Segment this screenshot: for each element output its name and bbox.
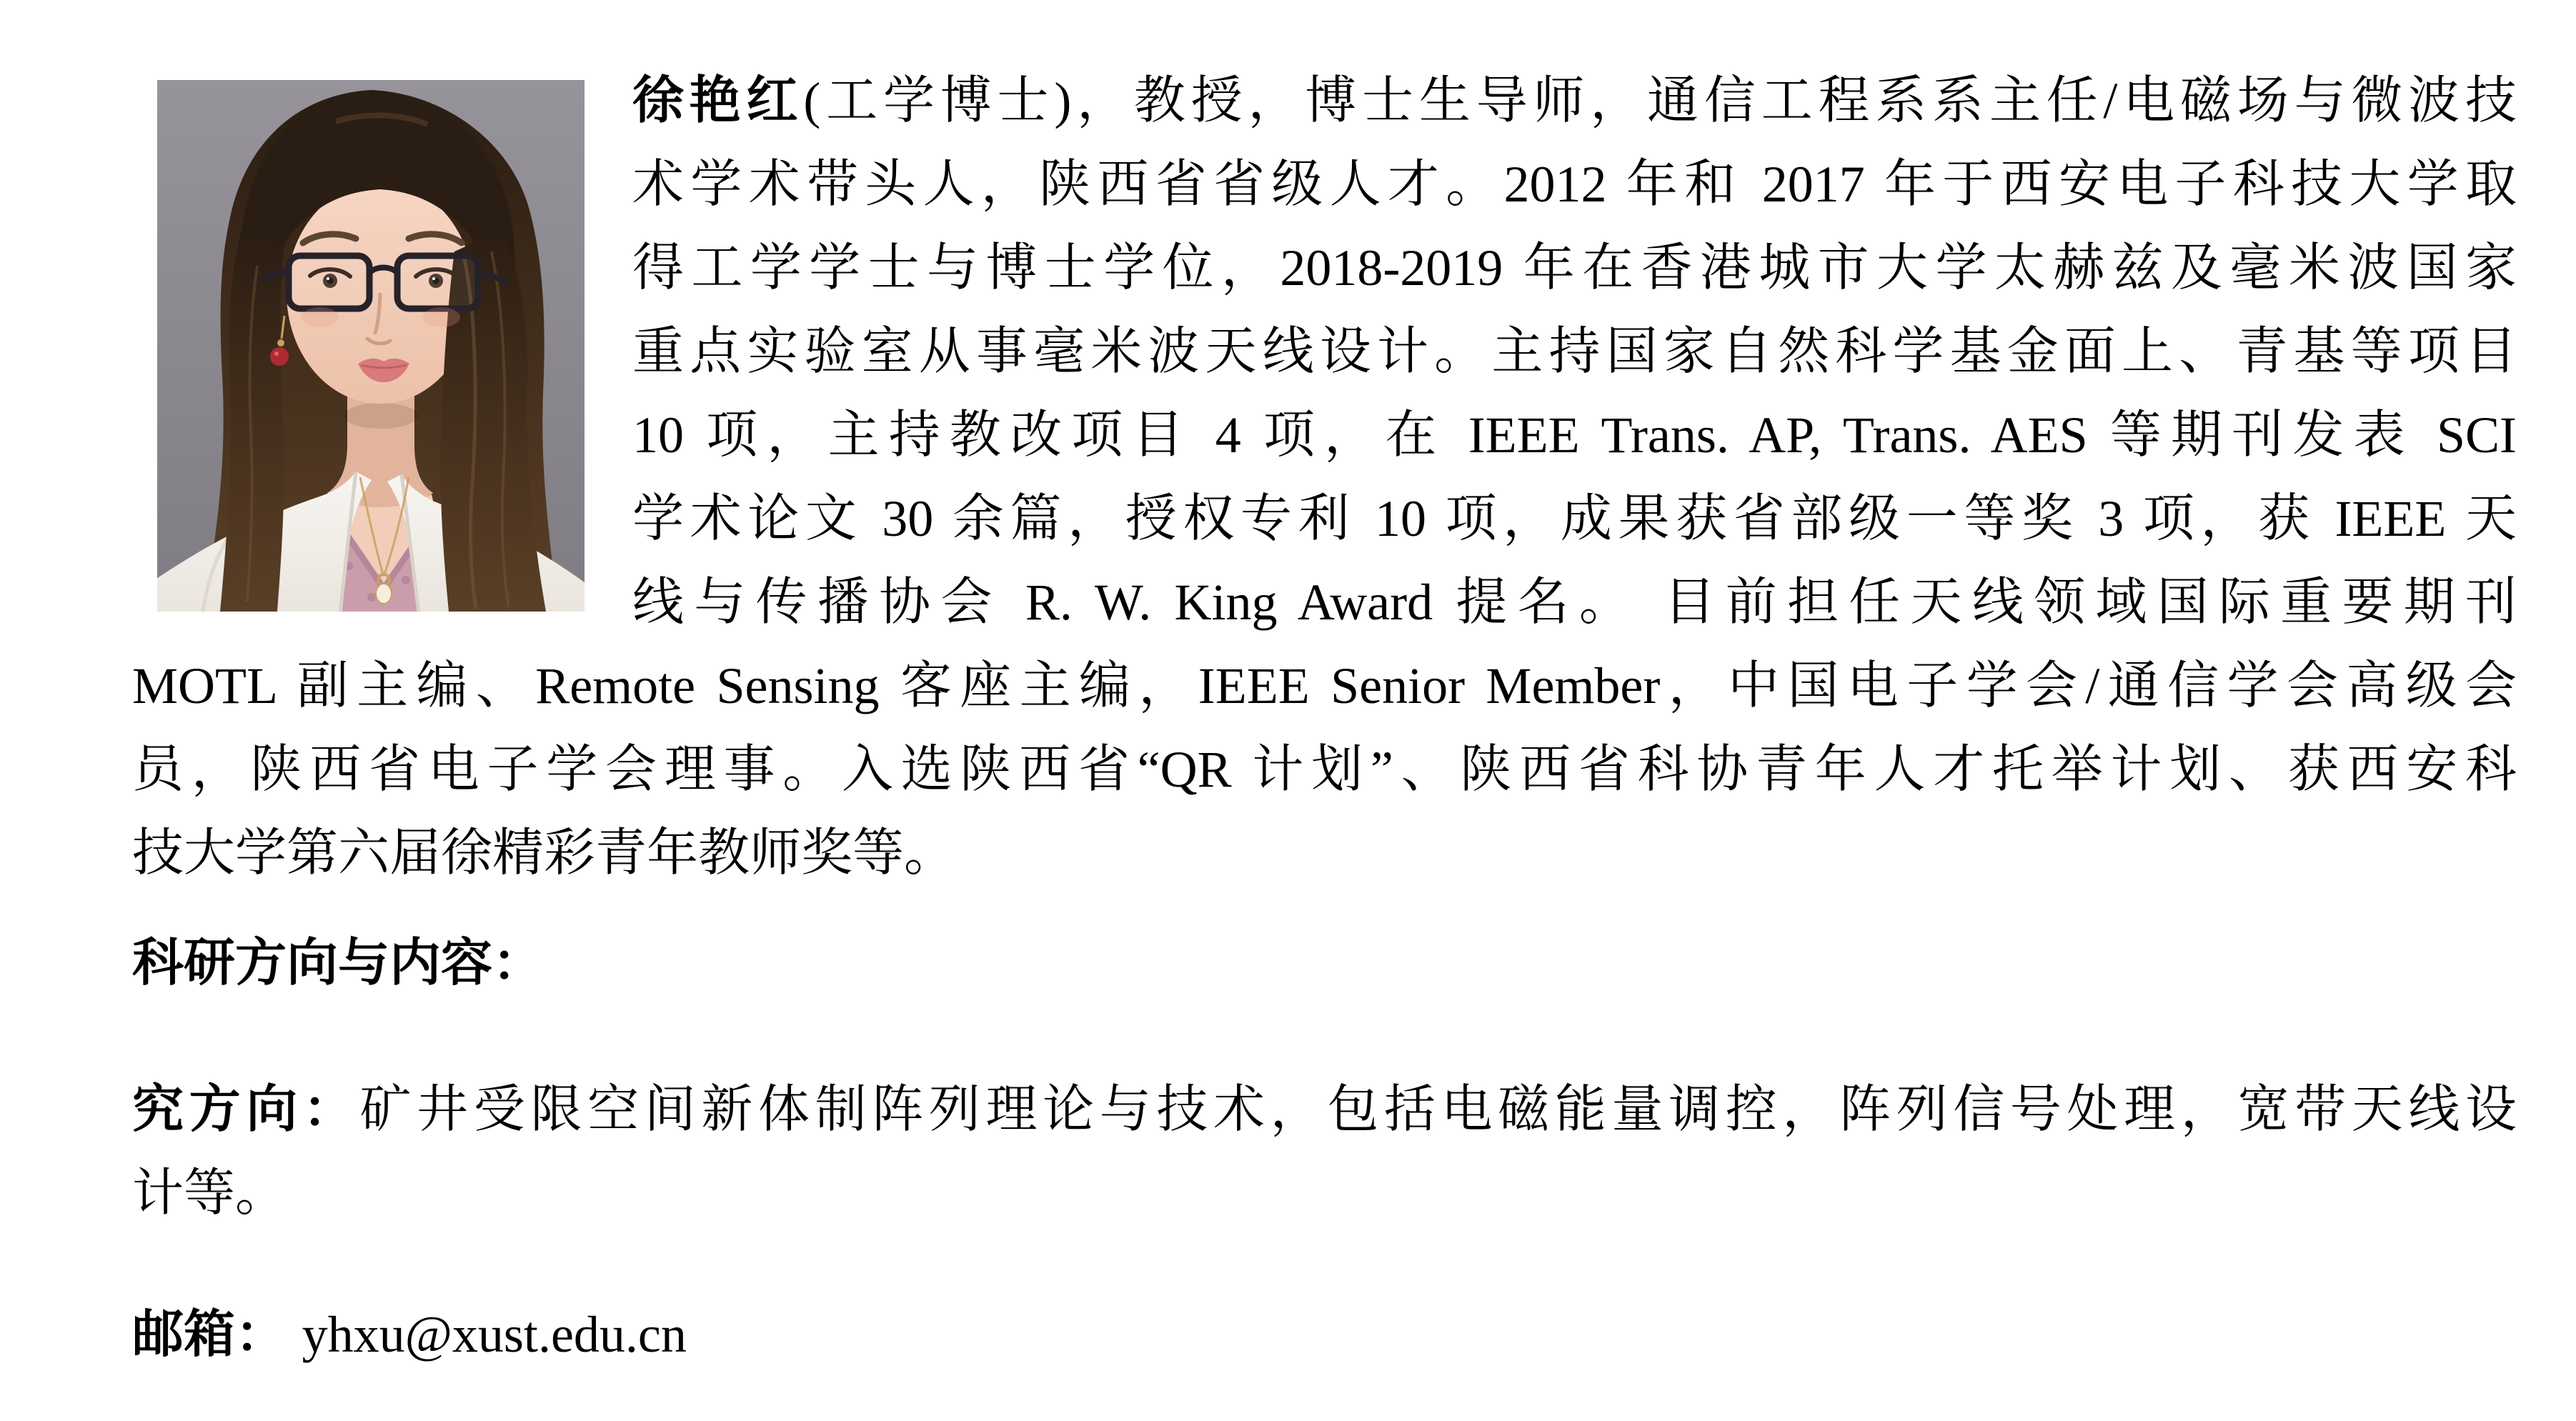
bio-line: 重点实验室从事毫米波天线设计。主持国家自然科学基金面上、青基等项目 [632, 323, 2517, 380]
bio-line-last: 技大学第六届徐精彩青年教师奖等。 [132, 824, 956, 882]
bio-line: 学术论文 30 余篇，授权专利 10 项，成果获省部级一等奖 3 项，获 IEEE 天 [632, 490, 2517, 547]
portrait-photo-svg [157, 80, 585, 612]
bio-line: 10 项，主持教改项目 4 项，在 IEEE Trans. AP, Trans. AES 等期刊发表 SCI [632, 407, 2517, 464]
research-section-heading: 科研方向与内容： [132, 934, 544, 992]
bio-paragraph-beside-photo [632, 59, 2517, 644]
research-line-2: 计等。 [132, 1165, 287, 1222]
research-paragraph [132, 1068, 2517, 1235]
bio-paragraph-full-width [132, 644, 2517, 895]
bio-lines-beside [632, 143, 2517, 644]
person-name: 徐艳红 [632, 72, 804, 129]
contact-email-line [132, 1293, 687, 1377]
bio-line: 术学术带头人，陕西省省级人才。2012 年和 2017 年于西安电子科技大学取 [632, 156, 2517, 213]
email-label: 邮箱： [132, 1306, 287, 1363]
bio-line-first-rest: (工学博士)，教授，博士生导师，通信工程系系主任/电磁场与微波技 [803, 72, 2517, 129]
bio-line: 员，陕西省电子学会理事。入选陕西省“QR 计划”、陕西省科协青年人才托举计划、获西安科 [132, 741, 2517, 798]
profile-photo [157, 80, 585, 612]
email-value: yhxu@xust.edu.cn [302, 1306, 687, 1363]
research-line-1-text: 矿井受限空间新体制阵列理论与技术，包括电磁能量调控，阵列信号处理，宽带天线设 [359, 1081, 2517, 1138]
research-line-1 [132, 1068, 2517, 1152]
bio-line-first [632, 59, 2517, 143]
bio-line: 线与传播协会 R. W. King Award 提名。 目前担任天线领域国际重要期刊 [632, 574, 2517, 631]
bio-line: MOTL 副主编、Remote Sensing 客座主编，IEEE Senior Member，中国电子学会/通信学会高级会 [132, 657, 2517, 714]
bio-line: 得工学学士与博士学位，2018-2019 年在香港城市大学太赫兹及毫米波国家 [632, 239, 2517, 296]
bio-lines-full [132, 644, 2517, 812]
research-lead: 究方向： [132, 1081, 360, 1138]
